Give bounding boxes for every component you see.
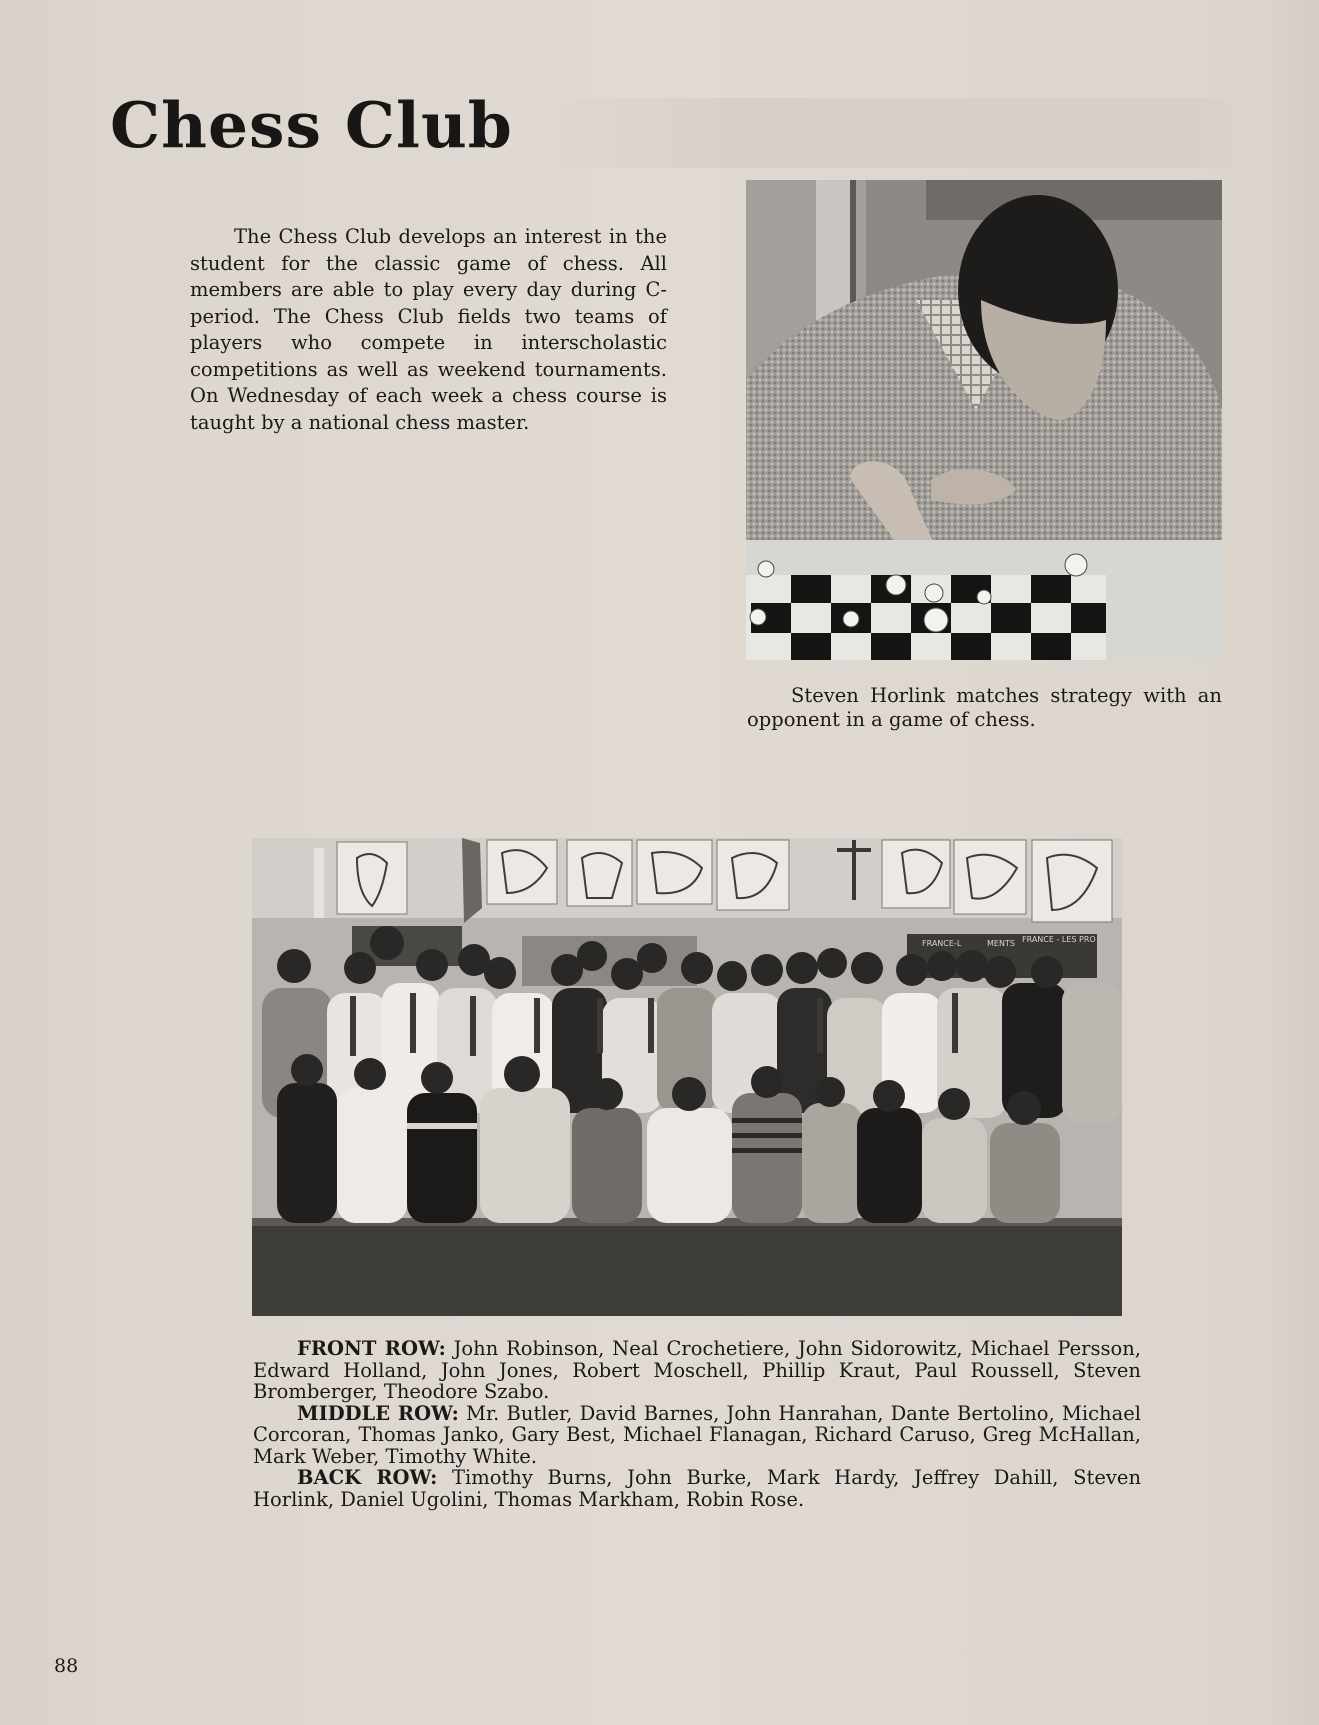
bleed-through-shadow [520,98,1260,168]
roster-row-label: BACK ROW: [297,1466,438,1489]
wall-sign-text: MENTS [987,939,1015,948]
roster-row-front [253,1338,1141,1403]
roster-row-label: MIDDLE ROW: [297,1401,459,1425]
roster-row-names: John Robinson, Neal Crochetiere, John Sidorowitz, Michael Persson, Edward Holland, John Jones, Robert Moschell, Phillip Kraut, Paul Roussell, Steven Bromberger, Theodore Szabo. [253,1337,1141,1403]
wall-sign-text: FRANCE - LES PRO [1022,935,1096,944]
group-photo [252,838,1122,1316]
roster-row-back [253,1467,1141,1510]
roster-row-names: Timothy Burns, John Burke, Mark Hardy, Jeffrey Dahill, Steven Horlink, Daniel Ugolini, Thomas Markham, Robin Rose. [253,1466,1141,1511]
chess-player-photo [746,180,1222,660]
photo-caption: Steven Horlink matches strategy with an opponent in a game of chess. [747,684,1222,731]
wall-sign-text: FRANCE-L [922,939,962,948]
page-number: 88 [54,1655,79,1677]
intro-paragraph: The Chess Club develops an interest in the student for the classic game of chess. All members are able to play every day during C-period. The Chess Club fields two teams of players who compete in interscholastic competitions as well as weekend tournaments. On Wednesday of each week a chess course is taught by a national chess master. [190,225,667,434]
roster-row-label: FRONT ROW: [297,1337,446,1360]
roster-row-names: Mr. Butler, David Barnes, John Hanrahan, Dante Bertolino, Michael Corcoran, Thomas Janko, Gary Best, Michael Flanagan, Richard Caruso, Greg McHallan, Mark Weber, Timothy White. [253,1401,1142,1468]
roster [253,1338,1141,1510]
roster-row-middle [253,1403,1141,1468]
page-title: Chess Club [110,88,513,162]
